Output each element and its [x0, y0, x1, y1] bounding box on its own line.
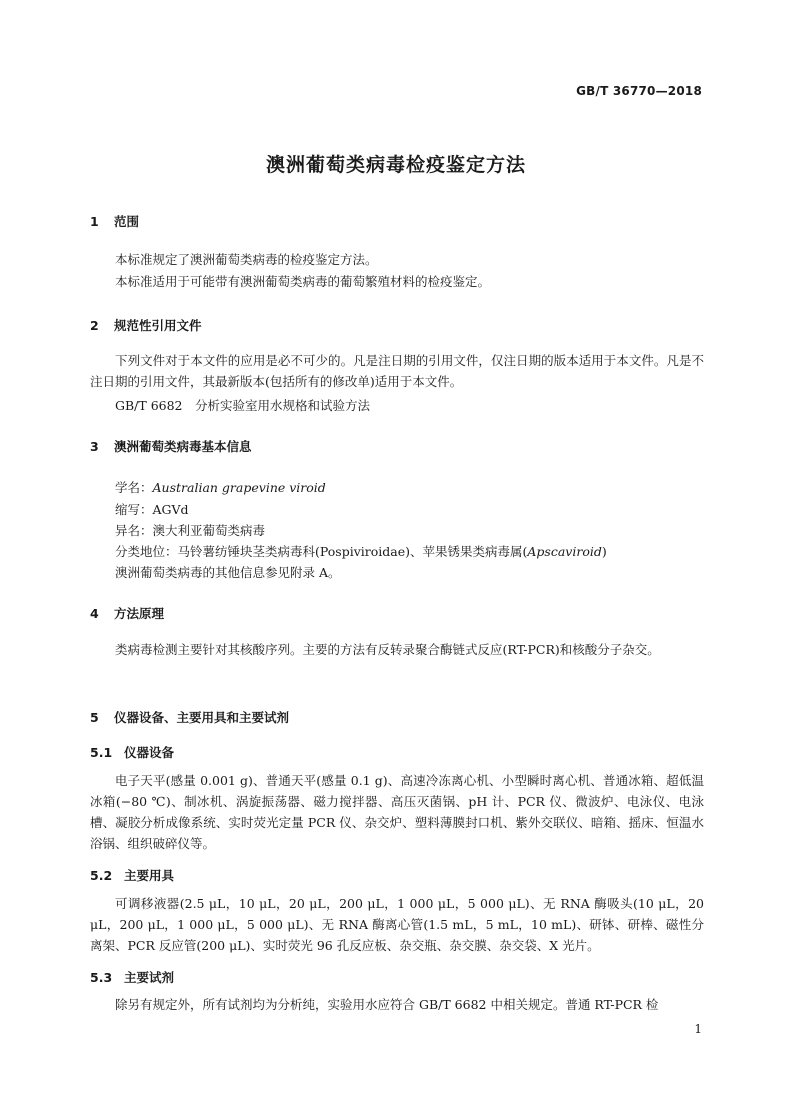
section-2-heading — [90, 316, 202, 334]
normative-refs-paragraph: 下列文件对于本文件的应用是必不可少的。凡是注日期的引用文件，仅注日期的版本适用于本文件。凡是不注日期的引用文件，其最新版本(包括所有的修改单)适用于本文件。 — [90, 353, 704, 389]
section-4-heading — [90, 604, 164, 622]
tools-paragraph: 可调移液器(2.5 μL，10 μL，20 μL，200 μL，1 000 μL，5 000 μL)、无 RNA 酶吸头(10 μL，20 μL，200 μL，1 000 μL，5 000 μL)、无 RNA 酶离心管(1.5 mL，5 mL，10 mL)、研钵、研棒、磁性分离架、PCR 反应管(200 μL)、实时荧光 96 孔反应板、杂交瓶、杂交膜、杂交袋、X 光片。 — [90, 896, 704, 953]
section-title: 主要用具 — [124, 868, 175, 883]
scope-line-2: 本标准适用于可能带有澳洲葡萄类病毒的葡萄繁殖材料的检疫鉴定。 — [115, 274, 491, 289]
section-number: 3 — [90, 439, 99, 454]
section-title: 仪器设备 — [124, 745, 175, 760]
taxonomy-genus: Apscaviroid — [527, 544, 602, 559]
section-5-1-heading — [90, 743, 174, 761]
page-number: 1 — [694, 1022, 702, 1036]
reference-entry: GB/T 6682 分析实验室用水规格和试验方法 — [115, 398, 371, 413]
taxonomy-prefix: 分类地位：马铃薯纺锤块茎类病毒科(Pospiviroidae)、苹果锈果类病毒属( — [115, 544, 528, 559]
section-title: 澳洲葡萄类病毒基本信息 — [114, 439, 252, 454]
annex-note: 澳洲葡萄类病毒的其他信息参见附录 A。 — [115, 565, 341, 580]
section-number: 5.3 — [90, 970, 113, 985]
synonym-line: 异名：澳大利亚葡萄类病毒 — [115, 523, 266, 538]
principle-paragraph: 类病毒检测主要针对其核酸序列。主要的方法有反转录聚合酶链式反应(RT-PCR)和核酸分子杂交。 — [115, 642, 660, 657]
section-title: 主要试剂 — [124, 970, 175, 985]
section-title: 方法原理 — [114, 606, 165, 621]
section-number: 1 — [90, 214, 99, 229]
scientific-name-line — [115, 478, 326, 496]
section-5-heading — [90, 708, 289, 726]
section-number: 4 — [90, 606, 99, 621]
section-1-heading — [90, 212, 139, 230]
scope-line-1: 本标准规定了澳洲葡萄类病毒的检疫鉴定方法。 — [115, 252, 378, 267]
standard-number: GB/T 36770—2018 — [576, 84, 702, 98]
section-title: 范围 — [114, 214, 140, 229]
section-5-3-heading — [90, 968, 174, 986]
scientific-name-label: 学名： — [115, 480, 153, 495]
page-title: 澳洲葡萄类病毒检疫鉴定方法 — [265, 154, 526, 176]
instruments-paragraph: 电子天平(感量 0.001 g)、普通天平(感量 0.1 g)、高速冷冻离心机、小型瞬时离心机、普通冰箱、超低温冰箱(−80 ℃)、制冰机、涡旋振荡器、磁力搅拌器、高压灭菌锅、pH 计、PCR 仪、微波炉、电泳仪、电泳槽、凝胶分析成像系统、实时荧光定量 PCR 仪、杂交炉、塑料薄膜封口机、紫外交联仪、暗箱、摇床、恒温水浴锅、组织破碎仪等。 — [90, 773, 704, 851]
section-number: 2 — [90, 318, 99, 333]
taxonomy-line — [115, 542, 607, 560]
section-number: 5.2 — [90, 868, 113, 883]
section-number: 5.1 — [90, 745, 113, 760]
abbreviation-line: 缩写：AGVd — [115, 502, 189, 517]
scientific-name: Australian grapevine viroid — [152, 480, 326, 495]
taxonomy-suffix: ) — [601, 544, 607, 559]
section-5-2-heading — [90, 866, 174, 884]
section-number: 5 — [90, 710, 99, 725]
section-title: 规范性引用文件 — [114, 318, 202, 333]
section-3-heading — [90, 437, 252, 455]
section-title: 仪器设备、主要用具和主要试剂 — [114, 710, 290, 725]
reagents-paragraph: 除另有规定外，所有试剂均为分析纯，实验用水应符合 GB/T 6682 中相关规定。普通 RT-PCR 检 — [115, 997, 659, 1012]
